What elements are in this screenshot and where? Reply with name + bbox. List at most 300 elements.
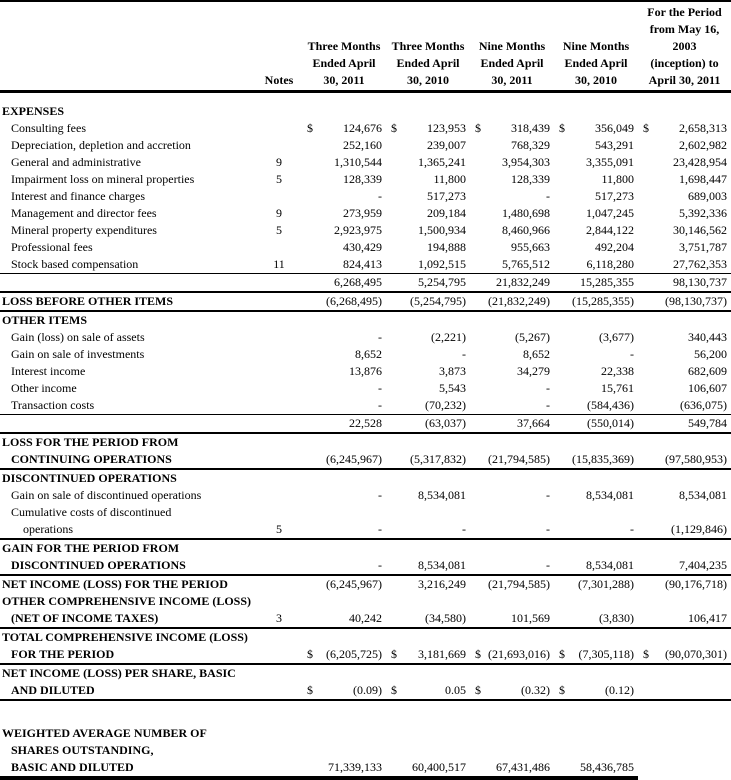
- note-cell: [256, 137, 302, 154]
- row-label: GAIN FOR THE PERIOD FROM: [0, 539, 256, 557]
- amount: 689,003: [688, 189, 727, 203]
- value-cell: [386, 292, 470, 311]
- table-body: [0, 92, 731, 779]
- value-cell: [638, 154, 731, 171]
- amount: (21,693,016): [488, 647, 550, 661]
- dollar-sign: $: [391, 647, 397, 661]
- table-row: [0, 397, 731, 415]
- row-label: OTHER ITEMS: [0, 311, 256, 329]
- value-cell: [554, 171, 638, 188]
- value-cell: [470, 329, 554, 346]
- value-cell: [554, 256, 638, 274]
- amount: 40,242: [349, 611, 382, 625]
- value-cell: [470, 521, 554, 539]
- value-cell: [386, 92, 470, 121]
- header-period-col: [386, 1, 470, 92]
- table-row: [0, 154, 731, 171]
- amount: (21,794,585): [488, 452, 550, 466]
- value-cell: [470, 92, 554, 121]
- amount: (0.32): [521, 683, 550, 697]
- table-row: [0, 725, 731, 742]
- amount: 11,800: [433, 172, 466, 186]
- row-label: Gain on sale of discontinued operations: [11, 488, 202, 502]
- amount: 209,184: [427, 206, 466, 220]
- value-cell: [554, 397, 638, 415]
- row-label: Impairment loss on mineral properties: [11, 172, 195, 186]
- amount: 2,923,975: [334, 223, 382, 237]
- note-cell: 5: [276, 223, 282, 237]
- value-cell: [386, 504, 470, 521]
- value-cell: [638, 487, 731, 504]
- value-cell: [386, 664, 470, 682]
- value-cell: [386, 700, 470, 725]
- table-row: [0, 682, 731, 700]
- amount: 8,534,081: [586, 488, 634, 502]
- value-cell: [470, 575, 554, 593]
- value-cell: [638, 222, 731, 239]
- amount: (584,436): [587, 398, 634, 412]
- amount: (2,221): [431, 330, 466, 344]
- note-cell: 5: [276, 172, 282, 186]
- value-cell: [638, 137, 731, 154]
- value-cell: [470, 154, 554, 171]
- row-label: Interest and finance charges: [11, 189, 146, 203]
- value-cell: [386, 593, 470, 610]
- value-cell: [386, 557, 470, 575]
- value-cell: [386, 646, 470, 664]
- value-cell: [386, 188, 470, 205]
- row-label: OTHER COMPREHENSIVE INCOME (LOSS): [2, 594, 252, 608]
- value-cell: [386, 451, 470, 469]
- value-cell: [470, 205, 554, 222]
- amount: -: [630, 522, 634, 536]
- amount: 768,329: [511, 138, 550, 152]
- amount: (15,285,355): [572, 294, 634, 308]
- value-cell: [302, 610, 386, 628]
- dollar-sign: $: [475, 683, 481, 697]
- value-cell: [638, 593, 731, 610]
- header-period-col: [554, 1, 638, 92]
- value-cell: [554, 593, 638, 610]
- amount: 0.05: [445, 683, 466, 697]
- value-cell: [554, 557, 638, 575]
- dollar-sign: $: [475, 121, 481, 135]
- row-label: Depreciation, depletion and accretion: [11, 138, 191, 152]
- table-row: [0, 487, 731, 504]
- value-cell: [554, 469, 638, 487]
- value-cell: [638, 92, 731, 121]
- amount: -: [546, 189, 550, 203]
- value-cell: [302, 646, 386, 664]
- amount: -: [378, 398, 382, 412]
- amount: 21,832,249: [496, 275, 550, 289]
- value-cell: [554, 239, 638, 256]
- amount: -: [378, 330, 382, 344]
- amount: 11,800: [601, 172, 634, 186]
- header-line: Three Months: [391, 39, 465, 53]
- value-cell: [638, 557, 731, 575]
- value-cell: [302, 759, 386, 778]
- amount: 22,338: [601, 364, 634, 378]
- dollar-sign: $: [307, 121, 313, 135]
- header-line: 30, 2011: [491, 73, 533, 87]
- amount: 7,404,235: [679, 558, 727, 572]
- amount: -: [630, 347, 634, 361]
- note-cell: [256, 504, 302, 521]
- value-cell: [386, 205, 470, 222]
- row-label: WEIGHTED AVERAGE NUMBER OF: [2, 726, 207, 740]
- value-cell: [302, 504, 386, 521]
- value-cell: [470, 742, 554, 759]
- amount: 106,417: [688, 611, 727, 625]
- value-cell: [638, 120, 731, 137]
- header-line: Three Months: [307, 39, 381, 53]
- amount: 58,436,785: [580, 760, 634, 774]
- header-line: April 30, 2011: [648, 73, 721, 87]
- value-cell: [302, 239, 386, 256]
- value-cell: [638, 504, 731, 521]
- table-row: [0, 700, 731, 725]
- note-cell: [256, 292, 302, 311]
- table-row: [0, 664, 731, 682]
- row-label: operations: [23, 522, 73, 536]
- value-cell: [554, 759, 638, 778]
- value-cell: [470, 725, 554, 742]
- dollar-sign: $: [559, 683, 565, 697]
- row-label: Mineral property expenditures: [11, 223, 157, 237]
- value-cell: [554, 205, 638, 222]
- table-row: [0, 292, 731, 311]
- header-line: Nine Months: [562, 39, 630, 53]
- value-cell: [638, 311, 731, 329]
- table-row: [0, 504, 731, 521]
- amount: (1,129,846): [671, 522, 727, 536]
- value-cell: [386, 682, 470, 700]
- table-row: [0, 469, 731, 487]
- amount: 549,784: [688, 416, 727, 430]
- value-cell: [302, 311, 386, 329]
- amount: 1,365,241: [418, 155, 466, 169]
- value-cell: [470, 469, 554, 487]
- amount: 128,339: [511, 172, 550, 186]
- amount: 22,528: [349, 416, 382, 430]
- header-period-col: [302, 1, 386, 92]
- note-cell: [256, 311, 302, 329]
- value-cell: [638, 346, 731, 363]
- value-cell: [386, 397, 470, 415]
- amount: 8,534,081: [418, 488, 466, 502]
- note-cell: [256, 451, 302, 469]
- value-cell: [638, 292, 731, 311]
- header-row: [0, 1, 731, 92]
- value-cell: [470, 346, 554, 363]
- amount: (97,580,953): [665, 452, 727, 466]
- amount: (550,014): [587, 416, 634, 430]
- value-cell: [302, 682, 386, 700]
- value-cell: [470, 256, 554, 274]
- amount: 543,291: [595, 138, 634, 152]
- value-cell: [470, 222, 554, 239]
- amount: (3,677): [599, 330, 634, 344]
- amount: 1,480,698: [502, 206, 550, 220]
- header-line: 30, 2010: [575, 73, 617, 87]
- amount: (7,305,118): [578, 647, 634, 661]
- header-line: 30, 2010: [407, 73, 449, 87]
- amount: 8,652: [355, 347, 382, 361]
- row-label: DISCONTINUED OPERATIONS: [0, 469, 256, 487]
- amount: (6,245,967): [326, 452, 382, 466]
- value-cell: [386, 469, 470, 487]
- row-label: Transaction costs: [11, 398, 95, 412]
- header-line: Ended April: [396, 56, 460, 70]
- note-cell: 5: [276, 522, 282, 536]
- amount: -: [378, 488, 382, 502]
- value-cell: [386, 610, 470, 628]
- value-cell: [386, 239, 470, 256]
- table-row: [0, 171, 731, 188]
- table-row: [0, 137, 731, 154]
- table-row: [0, 239, 731, 256]
- value-cell: [470, 397, 554, 415]
- value-cell: [554, 521, 638, 539]
- amount: 15,285,355: [580, 275, 634, 289]
- value-cell: [470, 759, 554, 778]
- value-cell: [470, 188, 554, 205]
- amount: (90,070,301): [665, 647, 727, 661]
- value-cell: [302, 292, 386, 311]
- value-cell: [302, 700, 386, 725]
- value-cell: [302, 628, 386, 646]
- row-label: [0, 700, 256, 725]
- table-row: [0, 433, 731, 451]
- table-row: [0, 92, 731, 121]
- value-cell: [638, 725, 731, 742]
- note-cell: 11: [273, 257, 285, 271]
- value-cell: [638, 433, 731, 451]
- value-cell: [386, 154, 470, 171]
- table-row: [0, 188, 731, 205]
- note-cell: [256, 539, 302, 557]
- note-cell: [256, 433, 302, 451]
- row-label: General and administrative: [11, 155, 141, 169]
- amount: 8,460,966: [502, 223, 550, 237]
- note-cell: [256, 239, 302, 256]
- value-cell: [302, 539, 386, 557]
- row-label: (NET OF INCOME TAXES): [11, 611, 159, 625]
- value-cell: [554, 363, 638, 380]
- table-row: [0, 759, 731, 778]
- value-cell: [386, 759, 470, 778]
- value-cell: [638, 274, 731, 293]
- value-cell: [470, 171, 554, 188]
- value-cell: [554, 274, 638, 293]
- amount: 194,888: [427, 240, 466, 254]
- value-cell: [386, 329, 470, 346]
- amount: 517,273: [427, 189, 466, 203]
- amount: 124,676: [343, 121, 382, 135]
- amount: 2,658,313: [679, 121, 727, 135]
- amount: 1,047,245: [586, 206, 634, 220]
- value-cell: [554, 646, 638, 664]
- amount: 101,569: [511, 611, 550, 625]
- note-cell: [256, 329, 302, 346]
- value-cell: [386, 137, 470, 154]
- header-line: 30, 2011: [323, 73, 365, 87]
- header-line: Ended April: [312, 56, 376, 70]
- amount: 273,959: [343, 206, 382, 220]
- value-cell: [554, 120, 638, 137]
- value-cell: [470, 239, 554, 256]
- value-cell: [554, 222, 638, 239]
- value-cell: [554, 504, 638, 521]
- value-cell: [302, 742, 386, 759]
- amount: 2,602,982: [679, 138, 727, 152]
- note-cell: [256, 487, 302, 504]
- amount: -: [546, 558, 550, 572]
- amount: 3,751,787: [679, 240, 727, 254]
- value-cell: [386, 222, 470, 239]
- dollar-sign: $: [643, 647, 649, 661]
- value-cell: [638, 469, 731, 487]
- note-cell: [256, 346, 302, 363]
- amount: (63,037): [425, 416, 466, 430]
- table-row: [0, 256, 731, 274]
- value-cell: [302, 433, 386, 451]
- row-label: Gain on sale of investments: [11, 347, 145, 361]
- value-cell: [638, 451, 731, 469]
- table-row: [0, 610, 731, 628]
- value-cell: [386, 171, 470, 188]
- value-cell: [638, 171, 731, 188]
- value-cell: [638, 380, 731, 397]
- value-cell: [638, 742, 731, 759]
- amount: (5,317,832): [410, 452, 466, 466]
- note-cell: [256, 664, 302, 682]
- amount: 67,431,486: [496, 760, 550, 774]
- amount: 517,273: [595, 189, 634, 203]
- value-cell: [386, 256, 470, 274]
- value-cell: [554, 92, 638, 121]
- row-label: Professional fees: [11, 240, 93, 254]
- header-period-col: [638, 1, 731, 92]
- amount: (5,254,795): [410, 294, 466, 308]
- value-cell: [638, 682, 731, 700]
- row-label: EXPENSES: [2, 104, 65, 118]
- value-cell: [470, 137, 554, 154]
- amount: (21,832,249): [488, 294, 550, 308]
- header-line: For the Period: [647, 5, 722, 19]
- amount: 1,310,544: [334, 155, 382, 169]
- value-cell: [554, 700, 638, 725]
- value-cell: [638, 700, 731, 725]
- value-cell: [638, 610, 731, 628]
- value-cell: [554, 188, 638, 205]
- amount: 1,092,515: [418, 257, 466, 271]
- amount: 5,392,336: [679, 206, 727, 220]
- amount: 955,663: [511, 240, 550, 254]
- value-cell: [470, 380, 554, 397]
- value-cell: [638, 628, 731, 646]
- table-row: [0, 311, 731, 329]
- note-cell: [256, 380, 302, 397]
- value-cell: [302, 329, 386, 346]
- value-cell: [302, 188, 386, 205]
- value-cell: [638, 329, 731, 346]
- table-row: [0, 742, 731, 759]
- amount: (7,301,288): [578, 577, 634, 591]
- row-label: NET INCOME (LOSS) FOR THE PERIOD: [0, 575, 256, 593]
- table-row: [0, 593, 731, 610]
- value-cell: [386, 274, 470, 293]
- table-row: [0, 329, 731, 346]
- note-cell: [256, 646, 302, 664]
- amount: -: [378, 381, 382, 395]
- value-cell: [386, 521, 470, 539]
- value-cell: [554, 380, 638, 397]
- value-cell: [470, 628, 554, 646]
- row-label: BASIC AND DILUTED: [0, 759, 256, 778]
- amount: (6,245,967): [326, 577, 382, 591]
- value-cell: [638, 397, 731, 415]
- amount: -: [462, 522, 466, 536]
- amount: 239,007: [427, 138, 466, 152]
- value-cell: [470, 539, 554, 557]
- amount: 5,254,795: [418, 275, 466, 289]
- amount: 318,439: [511, 121, 550, 135]
- value-cell: [386, 725, 470, 742]
- amount: 106,607: [688, 381, 727, 395]
- value-cell: [302, 415, 386, 434]
- note-cell: [256, 682, 302, 700]
- value-cell: [638, 363, 731, 380]
- value-cell: [470, 311, 554, 329]
- amount: 34,279: [517, 364, 550, 378]
- amount: 5,543: [439, 381, 466, 395]
- amount: 2,844,122: [586, 223, 634, 237]
- amount: 98,130,737: [673, 275, 727, 289]
- note-cell: 9: [276, 206, 282, 220]
- amount: 682,609: [688, 364, 727, 378]
- value-cell: [470, 593, 554, 610]
- amount: 3,873: [439, 364, 466, 378]
- value-cell: [554, 154, 638, 171]
- value-cell: [554, 664, 638, 682]
- note-cell: [256, 700, 302, 725]
- amount: 252,160: [343, 138, 382, 152]
- amount: 8,534,081: [586, 558, 634, 572]
- amount: 340,443: [688, 330, 727, 344]
- value-cell: [302, 397, 386, 415]
- amount: 56,200: [694, 347, 727, 361]
- table-row: [0, 415, 731, 434]
- amount: (15,835,369): [572, 452, 634, 466]
- amount: -: [546, 522, 550, 536]
- value-cell: [302, 137, 386, 154]
- value-cell: [554, 682, 638, 700]
- dollar-sign: $: [559, 121, 565, 135]
- amount: 430,429: [343, 240, 382, 254]
- amount: 128,339: [343, 172, 382, 186]
- row-label: NET INCOME (LOSS) PER SHARE, BASIC: [0, 664, 256, 682]
- amount: 1,698,447: [679, 172, 727, 186]
- amount: 30,146,562: [673, 223, 727, 237]
- amount: (3,830): [599, 611, 634, 625]
- amount: 6,118,280: [586, 257, 634, 271]
- row-label: [0, 274, 256, 293]
- value-cell: [302, 256, 386, 274]
- value-cell: [638, 239, 731, 256]
- amount: -: [378, 189, 382, 203]
